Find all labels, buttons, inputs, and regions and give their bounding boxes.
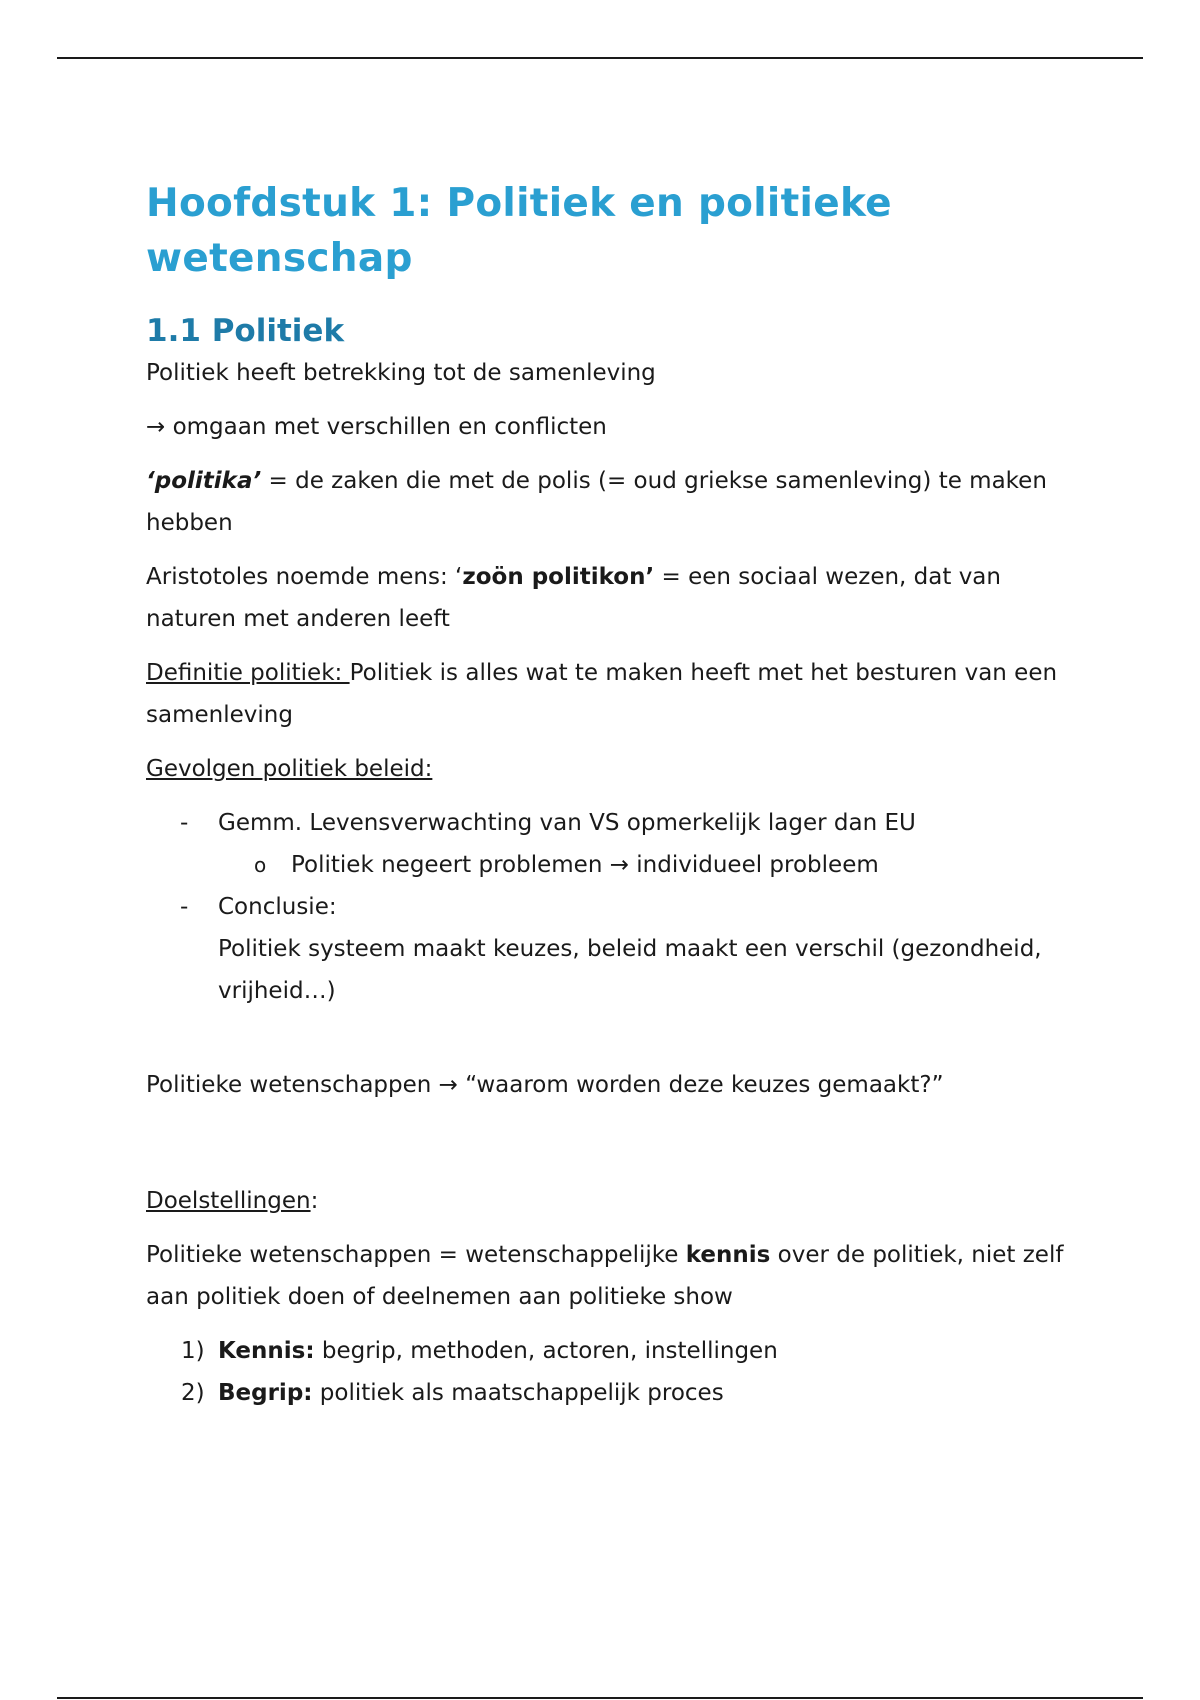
term-kennis: kennis (685, 1242, 771, 1268)
conclusion-title: Conclusie: (218, 894, 337, 920)
paragraph-aristotle (146, 556, 1096, 640)
list-number: 1) (181, 1338, 205, 1364)
term-politika: ‘politika’ (146, 468, 262, 494)
list-item (146, 1372, 1096, 1414)
objectives-heading (146, 1180, 1096, 1222)
paragraph-politics-society: Politiek heeft betrekking tot de samenleving (146, 360, 656, 386)
top-rule (57, 57, 1143, 59)
knowledge-intro: Politieke wetenschappen = wetenschappelijke (146, 1242, 686, 1268)
list-item-term: Begrip: (218, 1380, 313, 1406)
list-item (146, 802, 1096, 886)
list-number: 2) (181, 1380, 205, 1406)
section-heading: 1.1 Politiek (146, 313, 345, 349)
list-item-term: Kennis: (218, 1338, 315, 1364)
objectives-label: Doelstellingen (146, 1188, 311, 1214)
definition-text: Politiek is alles wat te maken heeft met het besturen van een samenleving (146, 660, 1058, 728)
objectives-colon: : (310, 1188, 319, 1214)
bottom-rule (57, 1697, 1143, 1699)
sub-list (218, 844, 1096, 886)
aristotle-intro: Aristotoles noemde mens: ‘ (146, 564, 463, 590)
paragraph-politika (146, 460, 1096, 544)
document-body (146, 176, 1096, 1414)
chapter-title: Hoofdstuk 1: Politiek en politieke wetenschap (146, 181, 892, 281)
knowledge-rest: over de politiek, niet zelf aan politiek doen of deelnemen aan politieke show (146, 1242, 1064, 1310)
term-zoon-politikon: zoön politikon’ (462, 564, 655, 590)
list-item (146, 886, 1096, 1012)
sub-list-item (218, 844, 1096, 886)
list-item-text: Gemm. Levensverwachting van VS opmerkelijk lager dan EU (218, 810, 916, 836)
list-item (146, 1330, 1096, 1372)
zoon-politikon-definition: = een sociaal wezen, dat van naturen met anderen leeft (146, 564, 1001, 632)
paragraph-definition (146, 652, 1096, 736)
dash-marker: - (180, 894, 189, 920)
definition-label: Definitie politiek: (146, 660, 350, 686)
list-item-text: begrip, methoden, actoren, instellingen (314, 1338, 778, 1364)
circle-bullet-icon: o (254, 853, 267, 877)
list-item-text: politiek als maatschappelijk proces (312, 1380, 724, 1406)
paragraph-knowledge (146, 1234, 1096, 1318)
conclusion-text: Politiek systeem maakt keuzes, beleid maakt een verschil (gezondheid, vrijheid…) (218, 936, 1042, 1004)
politika-definition: = de zaken die met de polis (= oud griekse samenleving) te maken hebben (146, 468, 1047, 536)
sub-list-item-text: Politiek negeert problemen → individueel probleem (291, 852, 879, 878)
objectives-list (146, 1330, 1096, 1414)
consequences-heading: Gevolgen politiek beleid: (146, 756, 433, 782)
paragraph-conflicts: → omgaan met verschillen en conflicten (146, 414, 607, 440)
dash-marker: - (180, 810, 189, 836)
consequences-list (146, 802, 1096, 1012)
paragraph-political-science-question: Politieke wetenschappen → “waarom worden deze keuzes gemaakt?” (146, 1072, 944, 1098)
